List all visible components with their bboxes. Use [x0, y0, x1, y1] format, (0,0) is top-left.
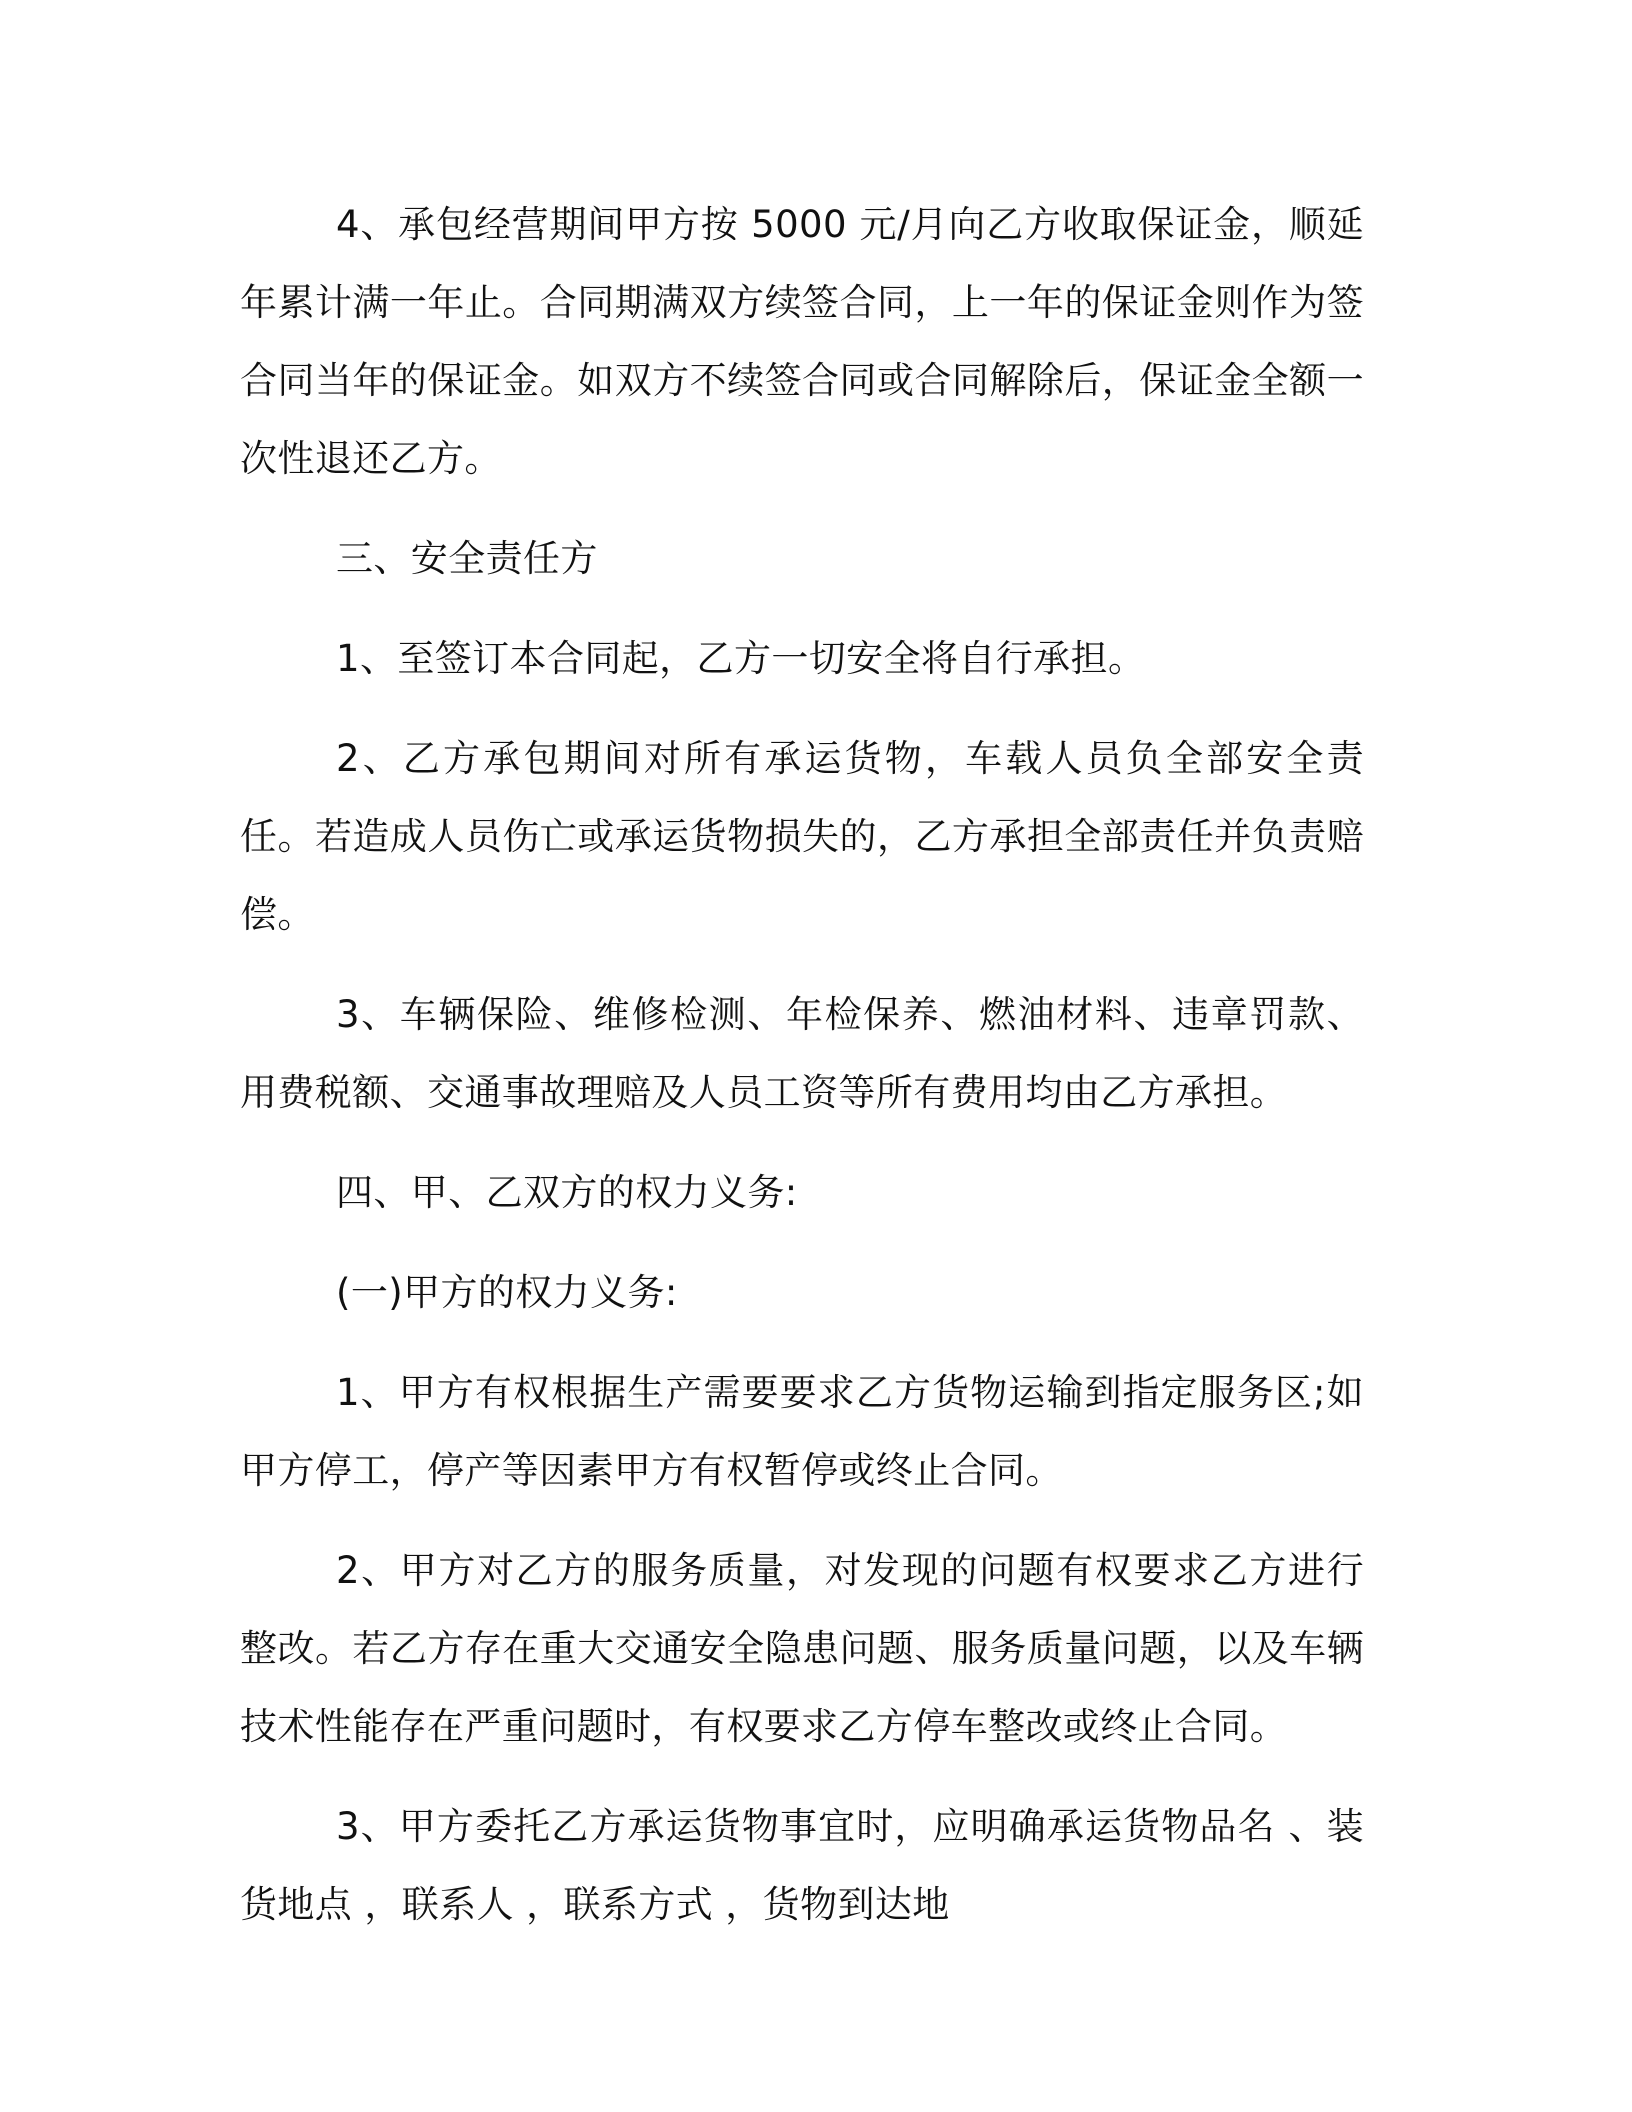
paragraph-party-a-2: 2、甲方对乙方的服务质量，对发现的问题有权要求乙方进行整改。若乙方存在重大交通安全隐患问题、服务质量问题，以及车辆技术性能存在严重问题时，有权要求乙方停车整改或终止合同。 [240, 1549, 1364, 1748]
paragraph-party-a-1: 1、甲方有权根据生产需要要求乙方货物运输到指定服务区;如甲方停工，停产等因素甲方有权暂停或终止合同。 [240, 1371, 1364, 1492]
section-heading-rights: 四、甲、乙双方的权力义务: [336, 1171, 798, 1214]
subsection-heading-party-a: (一)甲方的权力义务: [336, 1271, 678, 1314]
paragraph-party-a-3: 3、甲方委托乙方承运货物事宜时，应明确承运货物品名 、装货地点 ，联系人 ，联系方式 ，货物到达地 [240, 1805, 1364, 1926]
paragraph-safety-2: 2、乙方承包期间对所有承运货物，车载人员负全部安全责任。若造成人员伤亡或承运货物损失的，乙方承担全部责任并负责赔偿。 [240, 737, 1364, 936]
paragraph-safety-3: 3、车辆保险、维修检测、年检保养、燃油材料、违章罚款、用费税额、交通事故理赔及人员工资等所有费用均由乙方承担。 [240, 993, 1364, 1114]
paragraph-deposit: 4、承包经营期间甲方按 5000 元/月向乙方收取保证金，顺延年累计满一年止。合同期满双方续签合同，上一年的保证金则作为签合同当年的保证金。如双方不续签合同或合同解除后，保证金全额一次性退还乙方。 [240, 203, 1364, 480]
section-heading-safety: 三、安全责任方 [336, 537, 598, 580]
document-body [240, 186, 1364, 1966]
paragraph-safety-1: 1、至签订本合同起，乙方一切安全将自行承担。 [336, 637, 1146, 680]
